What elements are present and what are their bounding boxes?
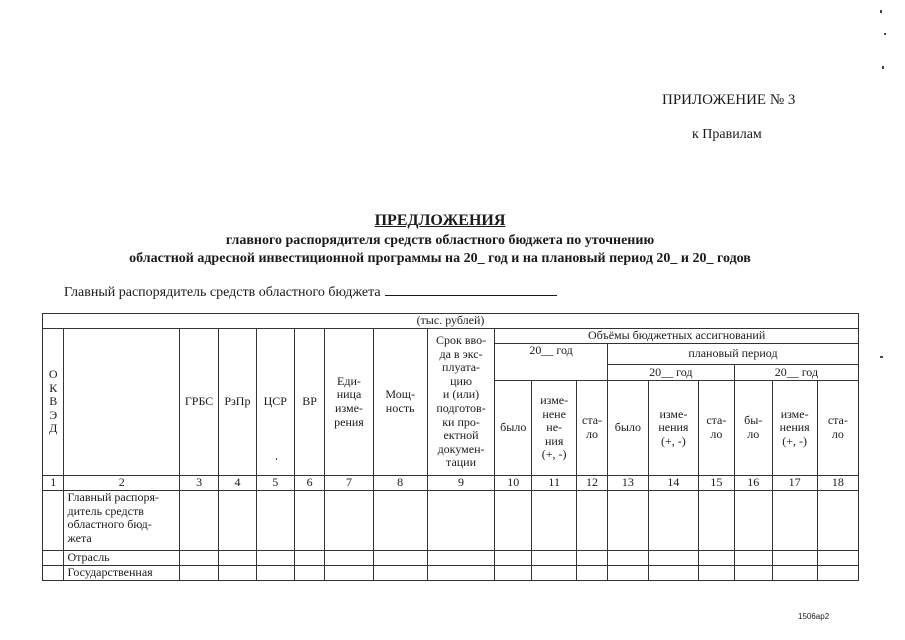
table-cell[interactable] bbox=[817, 566, 858, 581]
row-label-grbs: Главный распоря- дитель средств областного бюд- жета bbox=[64, 491, 180, 551]
table-cell[interactable] bbox=[325, 491, 373, 551]
header-change-3: изме- нения (+, -) bbox=[772, 381, 817, 476]
col-number: 7 bbox=[325, 476, 373, 491]
col-number: 16 bbox=[734, 476, 772, 491]
table-cell[interactable] bbox=[294, 566, 325, 581]
row-label-branch: Отрасль bbox=[64, 551, 180, 566]
col-number: 9 bbox=[427, 476, 495, 491]
units-label: (тыс. рублей) bbox=[43, 314, 859, 329]
header-commission-term: Срок вво- да в экс- плуата- цию и (или) подготов- ки про- ектной докумен- тации bbox=[427, 329, 495, 476]
table-cell[interactable] bbox=[607, 551, 648, 566]
table-cell[interactable] bbox=[219, 491, 257, 551]
header-budget-volumes: Объёмы бюджетных ассигнований bbox=[495, 329, 859, 344]
header-became-3: ста- ло bbox=[817, 381, 858, 476]
grbs-label: Главный распорядитель средств областного бюджета bbox=[64, 285, 381, 300]
grbs-line bbox=[64, 282, 557, 301]
document-title: ПРЕДЛОЖЕНИЯ bbox=[374, 212, 506, 229]
col-number: 3 bbox=[180, 476, 219, 491]
col-number: 1 bbox=[43, 476, 64, 491]
table-cell[interactable] bbox=[734, 551, 772, 566]
table-cell[interactable] bbox=[294, 491, 325, 551]
document-subtitle-line1: главного распорядителя средств областного бюджета по уточнению bbox=[225, 233, 655, 248]
col-number: 13 bbox=[607, 476, 648, 491]
col-number: 2 bbox=[64, 476, 180, 491]
table-cell[interactable] bbox=[43, 566, 64, 581]
table-cell[interactable] bbox=[427, 551, 495, 566]
table-cell[interactable] bbox=[734, 566, 772, 581]
table-cell[interactable] bbox=[43, 551, 64, 566]
col-number: 4 bbox=[219, 476, 257, 491]
header-was-2: было bbox=[607, 381, 648, 476]
col-number: 10 bbox=[495, 476, 532, 491]
header-unit: Еди- ница изме- рения bbox=[325, 329, 373, 476]
header-name bbox=[64, 329, 180, 476]
table-cell[interactable] bbox=[577, 566, 608, 581]
header-plan-period: плановый период bbox=[607, 344, 858, 365]
table-cell[interactable] bbox=[294, 551, 325, 566]
table-row bbox=[43, 566, 859, 581]
table-cell[interactable] bbox=[817, 551, 858, 566]
header-became-2: ста- ло bbox=[698, 381, 734, 476]
grbs-blank-field[interactable] bbox=[385, 282, 557, 296]
col-number: 5 bbox=[256, 476, 294, 491]
appendix-number: ПРИЛОЖЕНИЕ № 3 bbox=[662, 92, 796, 108]
table-row bbox=[43, 551, 859, 566]
header-vr: ВР bbox=[294, 329, 325, 476]
table-cell[interactable] bbox=[734, 491, 772, 551]
col-number: 14 bbox=[648, 476, 698, 491]
header-was-3: бы- ло bbox=[734, 381, 772, 476]
investment-table bbox=[42, 313, 859, 581]
table-cell[interactable] bbox=[698, 566, 734, 581]
table-cell[interactable] bbox=[325, 551, 373, 566]
table-cell[interactable] bbox=[577, 491, 608, 551]
table-cell[interactable] bbox=[256, 551, 294, 566]
row-label-state: Государственная bbox=[64, 566, 180, 581]
header-csr: ЦСР bbox=[256, 329, 294, 476]
header-plan-year-1: 20__ год bbox=[607, 365, 734, 381]
col-number: 12 bbox=[577, 476, 608, 491]
table-cell[interactable] bbox=[495, 566, 532, 581]
document-subtitle-line2: областной адресной инвестиционной программы на 20_ год и на плановый период 20_ и 20_ годов bbox=[129, 251, 751, 266]
header-became-1: ста- ло bbox=[577, 381, 608, 476]
table-cell[interactable] bbox=[532, 551, 577, 566]
table-cell[interactable] bbox=[772, 551, 817, 566]
scan-mark bbox=[880, 10, 882, 13]
table-cell[interactable] bbox=[532, 491, 577, 551]
table-cell[interactable] bbox=[495, 551, 532, 566]
table-cell[interactable] bbox=[219, 566, 257, 581]
table-cell[interactable] bbox=[427, 566, 495, 581]
header-change-1: изме- нене не- ния (+, -) bbox=[532, 381, 577, 476]
header-plan-year-2: 20__ год bbox=[734, 365, 858, 381]
scan-mark bbox=[880, 356, 883, 358]
table-cell[interactable] bbox=[427, 491, 495, 551]
table-cell[interactable] bbox=[256, 566, 294, 581]
scan-mark bbox=[882, 66, 884, 69]
table-cell[interactable] bbox=[648, 491, 698, 551]
table-cell[interactable] bbox=[772, 491, 817, 551]
table-row bbox=[43, 491, 859, 551]
table-cell[interactable] bbox=[698, 491, 734, 551]
to-rules-label: к Правилам bbox=[692, 127, 762, 142]
table-cell[interactable] bbox=[495, 491, 532, 551]
footer-stamp: 1506ар2 bbox=[798, 612, 830, 621]
table-cell[interactable] bbox=[772, 566, 817, 581]
table-cell[interactable] bbox=[648, 566, 698, 581]
col-number: 6 bbox=[294, 476, 325, 491]
col-number: 11 bbox=[532, 476, 577, 491]
col-number: 18 bbox=[817, 476, 858, 491]
table-cell[interactable] bbox=[180, 491, 219, 551]
table-cell[interactable] bbox=[43, 491, 64, 551]
col-number: 17 bbox=[772, 476, 817, 491]
col-number: 15 bbox=[698, 476, 734, 491]
table-cell[interactable] bbox=[698, 551, 734, 566]
table-cell[interactable] bbox=[180, 566, 219, 581]
table-cell[interactable] bbox=[532, 566, 577, 581]
header-was-1: было bbox=[495, 381, 532, 476]
table-cell[interactable] bbox=[607, 566, 648, 581]
table-cell[interactable] bbox=[373, 551, 427, 566]
table-cell[interactable] bbox=[373, 491, 427, 551]
scan-mark bbox=[884, 33, 886, 35]
table-cell[interactable] bbox=[817, 491, 858, 551]
header-grbs: ГРБС bbox=[180, 329, 219, 476]
header-rzpr: РзПр bbox=[219, 329, 257, 476]
header-current-year: 20__ год bbox=[495, 344, 608, 381]
table-cell[interactable] bbox=[256, 491, 294, 551]
header-capacity: Мощ- ность bbox=[373, 329, 427, 476]
header-okved: О К В Э Д bbox=[43, 329, 64, 476]
table-cell[interactable] bbox=[373, 566, 427, 581]
header-change-2: изме- нения (+, -) bbox=[648, 381, 698, 476]
table-cell[interactable] bbox=[180, 551, 219, 566]
table-cell[interactable] bbox=[577, 551, 608, 566]
table-cell[interactable] bbox=[648, 551, 698, 566]
scan-mark bbox=[276, 458, 277, 460]
column-numbers-row bbox=[43, 476, 859, 491]
col-number: 8 bbox=[373, 476, 427, 491]
table-cell[interactable] bbox=[325, 566, 373, 581]
table-cell[interactable] bbox=[219, 551, 257, 566]
table-cell[interactable] bbox=[607, 491, 648, 551]
